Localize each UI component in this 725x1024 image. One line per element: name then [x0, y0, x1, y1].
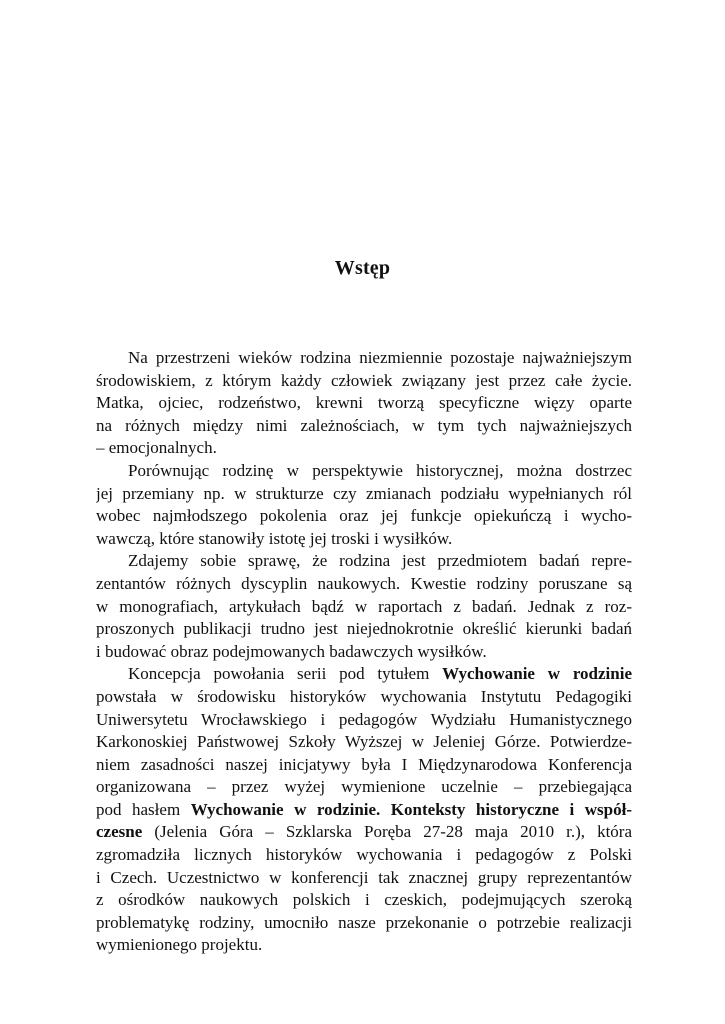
- text-line: [96, 799, 632, 822]
- text-line: [96, 686, 632, 709]
- text-span: wymienionego projektu.: [96, 935, 263, 955]
- text-line: [96, 867, 632, 890]
- text-span: środowiskiem, z którym każdy człowiek związany jest przez całe życie.: [96, 370, 632, 390]
- text-span: i Czech. Uczestnictwo w konferencji tak znacznej grupy reprezentantów: [96, 867, 632, 887]
- text-span: proszonych publikacji trudno jest niejednokrotnie określić kierunki badań: [96, 619, 632, 639]
- text-span: zgromadziła licznych historyków wychowania i pedagogów z Polski: [96, 845, 632, 865]
- text-span: na różnych między nimi zależnościach, w tym tych najważniejszych: [96, 415, 632, 435]
- paragraph: [96, 347, 632, 460]
- text-span: Zdajemy sobie sprawę, że rodzina jest przedmiotem badań repre-: [128, 551, 632, 571]
- bold-text: Wychowanie w rodzinie: [442, 664, 632, 684]
- text-line: [96, 550, 632, 573]
- text-line: [96, 573, 632, 596]
- text-line: [96, 821, 632, 844]
- paragraph: [96, 460, 632, 550]
- text-span: Koncepcja powołania serii pod tytułem: [128, 664, 443, 684]
- text-line: [96, 347, 632, 370]
- text-line: [96, 912, 632, 935]
- text-span: Karkonoskiej Państwowej Szkoły Wyższej w Jeleniej Górze. Potwierdze-: [96, 732, 632, 752]
- text-span: – emocjonalnych.: [96, 438, 217, 458]
- text-span: organizowana – przez wyżej wymienione uczelnie – przebiegająca: [96, 777, 632, 797]
- bold-text: czesne: [96, 822, 143, 842]
- text-line: [96, 731, 632, 754]
- text-line: [96, 641, 632, 664]
- text-span: (Jelenia Góra – Szklarska Poręba 27-28 maja 2010 r.), która: [142, 822, 632, 842]
- text-span: wawczą, które stanowiły istotę jej troski i wysiłków.: [96, 528, 453, 548]
- text-line: [96, 415, 632, 438]
- paragraph: [96, 550, 632, 663]
- text-line: [96, 392, 632, 415]
- text-line: [96, 505, 632, 528]
- body-text: [96, 347, 632, 957]
- text-span: pod hasłem: [96, 799, 191, 819]
- text-span: Uniwersytetu Wrocławskiego i pedagogów Wydziału Humanistycznego: [96, 709, 632, 729]
- text-span: zentantów różnych dyscyplin naukowych. Kwestie rodziny poruszane są: [96, 573, 632, 593]
- text-line: [96, 754, 632, 777]
- text-line: [96, 776, 632, 799]
- text-line: [96, 460, 632, 483]
- text-span: Porównując rodzinę w perspektywie historycznej, można dostrzec: [128, 460, 632, 480]
- text-span: i budować obraz podejmowanych badawczych wysiłków.: [96, 641, 487, 661]
- text-line: [96, 889, 632, 912]
- text-span: powstała w środowisku historyków wychowania Instytutu Pedagogiki: [96, 686, 632, 706]
- text-span: Na przestrzeni wieków rodzina niezmiennie pozostaje najważniejszym: [128, 348, 632, 367]
- text-line: [96, 663, 632, 686]
- text-span: jej przemiany np. w strukturze czy zmianach podziału wypełnianych ról: [96, 483, 632, 503]
- text-line: [96, 709, 632, 732]
- text-line: [96, 618, 632, 641]
- text-line: [96, 483, 632, 506]
- text-line: [96, 528, 632, 551]
- page-title: Wstęp: [334, 257, 391, 279]
- text-span: z ośrodków naukowych polskich i czeskich, podejmujących szeroką: [96, 890, 632, 910]
- bold-text: Wychowanie w rodzinie. Konteksty historyczne i współ-: [190, 799, 632, 819]
- paragraph: [96, 663, 632, 957]
- text-span: w monografiach, artykułach bądź w raportach z badań. Jednak z roz-: [96, 596, 632, 616]
- text-line: [96, 370, 632, 393]
- text-line: [96, 437, 632, 460]
- text-span: wobec najmłodszego pokolenia oraz jej funkcje opiekuńczą i wycho-: [96, 506, 632, 526]
- text-line: [96, 596, 632, 619]
- text-line: [96, 934, 632, 957]
- text-span: problematykę rodziny, umocniło nasze przekonanie o potrzebie realizacji: [96, 912, 632, 932]
- text-span: niem zasadności naszej inicjatywy była I Międzynarodowa Konferencja: [96, 754, 632, 774]
- text-span: Matka, ojciec, rodzeństwo, krewni tworzą specyficzne więzy oparte: [96, 393, 632, 413]
- text-line: [96, 844, 632, 867]
